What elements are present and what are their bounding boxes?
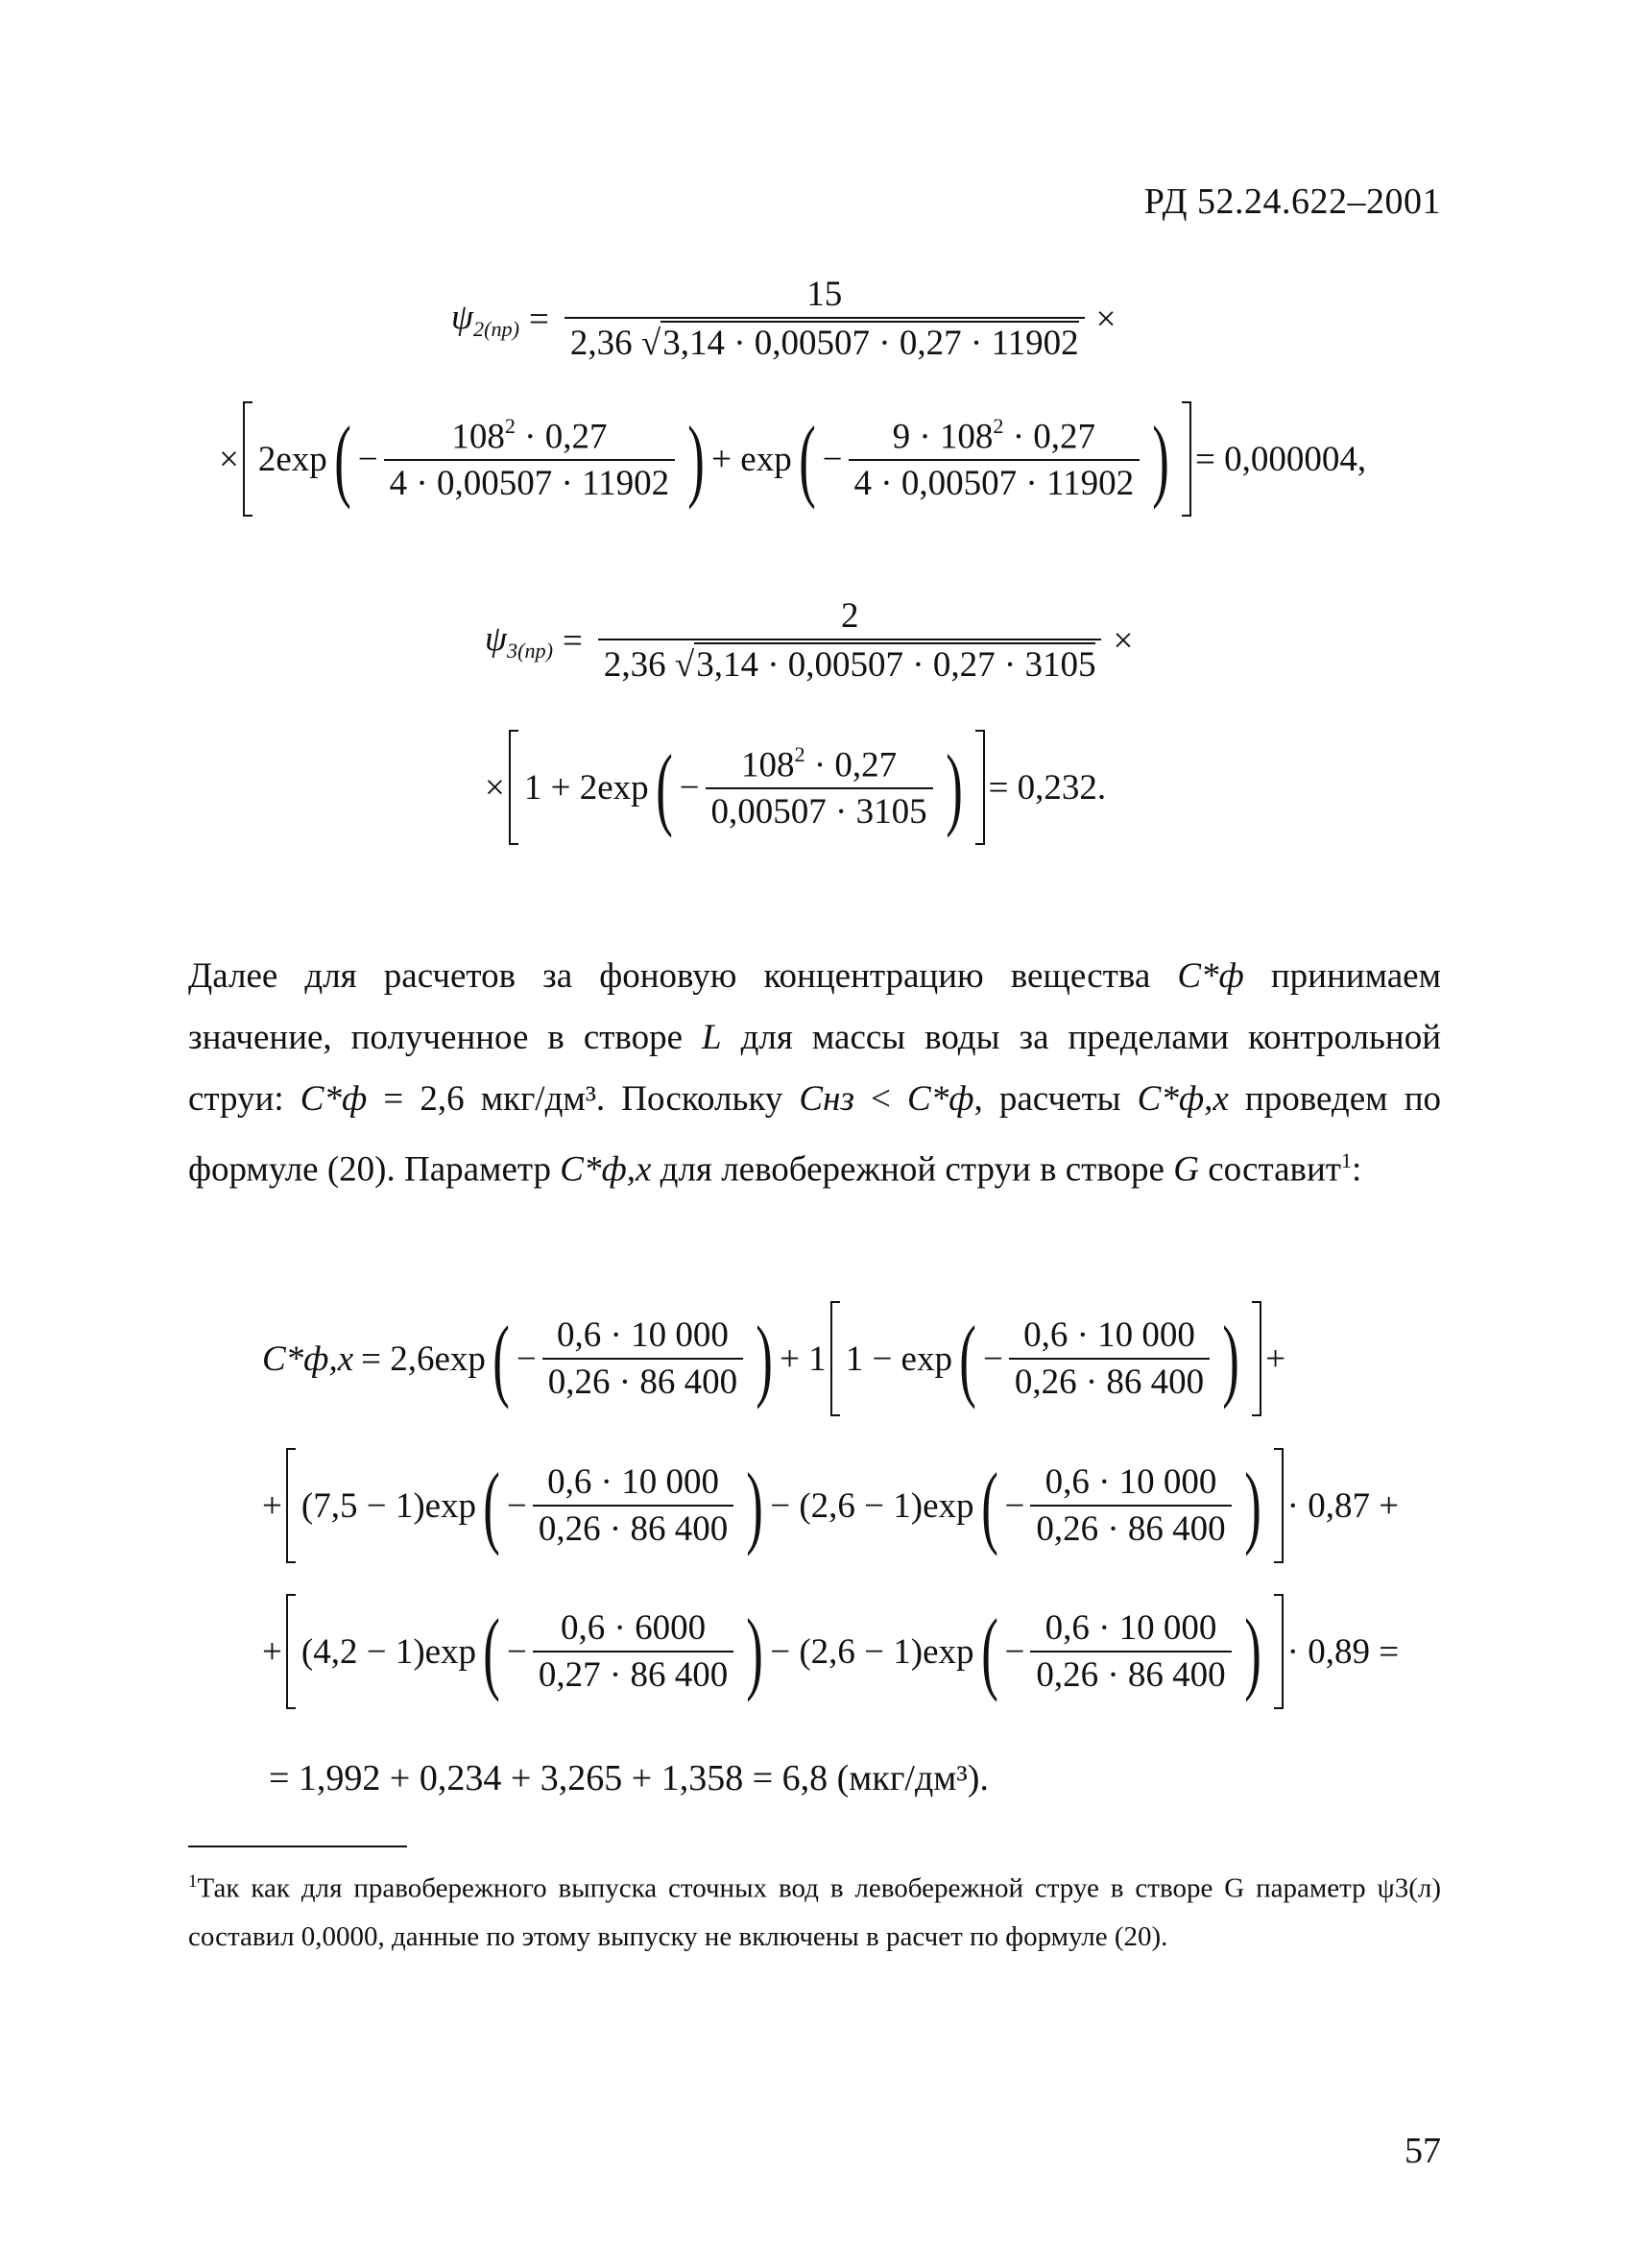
footnote-text: Так как для правобережного выпуска сточных вод в левобережной струе в створе G параметр ψ3(л) составил 0,0000, данные по этому выпуску не включены в расчет по формуле (20). [188,1872,1441,1952]
formula-psi3-line1: $\psi_{3(пр)}$ = $\frac{2}{2,36 √3,14 \cdot 0,00507 \cdot 0,27 \cdot 3105}$ × [485,596,1134,685]
formula-cfx-row1: C*ф,x = 2,6exp ( − $\frac{0,6 \cdot 10 000}{0,26 \cdot 86 400}$ ) + 1 1 − exp ( − $\frac{0,6 \cdot 10 000}{0,26 \cdot 86 400}$ ) + [0,1301,1633,1416]
psi2-exp1-fraction: $\frac{108^2 \cdot 0,27}{4 \cdot 0,00507 \cdot 11902}$ [384,414,676,505]
formula-cfx-row4: = 1,992 + 0,234 + 3,265 + 1,358 = 6,8 (мкг/дм³). [269,1758,989,1798]
psi3-exp-fraction: $\frac{108^2 \cdot 0,27}{0,00507 \cdot 3105}$ [706,742,933,833]
body-paragraph: Далее для расчетов за фоновую концентрацию вещества C*ф принимаем значение, полученное в створе L для массы воды за пределами контрольной струи: C*ф = 2,6 мкг/дм³. Поскольку Cнз < C*ф, расчеты C*ф,x проведем по формуле (20). Параметр C*ф,x для левобережной струи в створе G составит$^1$: [188,956,1442,1190]
footnote-ref: 1 [1340,1148,1352,1172]
psi3-main-fraction: $\frac{2}{2,36 √3,14 \cdot 0,00507 \cdot 0,27 \cdot 3105}$ [598,595,1102,686]
formula-cfx-row2: + (7,5 − 1)exp ( − $\frac{0,6 \cdot 10 000}{0,26 \cdot 86 400}$ ) − (2,6 − 1)exp ( − $\frac{0,6 \cdot 10 000}{0,26 \cdot 86 400}$ ) · 0,87 + [0,1448,1633,1563]
formula-psi2-line1: $\psi_{2(пр)}$ = $\frac{15}{2,36 √3,14 \cdot 0,00507 \cdot 0,27 \cdot 11902}$ × [451,275,1117,363]
footnote-mark: 1 [188,1871,198,1892]
symbol-c-star-f: C*ф [1177,956,1244,996]
symbol-c-nz: Cнз [799,1079,854,1119]
footnote [188,1858,1441,1961]
document-code: РД 52.24.622–2001 [1143,181,1441,222]
psi3-symbol: $\psi_{3(пр)}$ [485,618,554,663]
formula-psi3-line2: × 1 + 2exp ( − $\frac{108^2 \cdot 0,27}{0,00507 \cdot 3105}$ ) = 0,232. [0,730,1633,845]
psi2-main-fraction: $\frac{15}{2,36 √3,14 \cdot 0,00507 \cdot 0,27 \cdot 11902}$ [564,274,1085,364]
formula-psi2-line2: × 2exp ( − $\frac{108^2 \cdot 0,27}{4 \cdot 0,00507 \cdot 11902}$ ) + exp ( − $\frac{9 \cdot 108^2 \cdot 0,27}{4 \cdot 0,00507 \cdot 11902}$ ) = 0,000004, [0,401,1633,517]
cfx-lhs: C*ф,x [262,1339,354,1379]
psi2-symbol: $\psi_{2(пр)}$ [451,297,520,341]
formula-cfx-row3: + (4,2 − 1)exp ( − $\frac{0,6 \cdot 6000}{0,27 \cdot 86 400}$ ) − (2,6 − 1)exp ( − $\frac{0,6 \cdot 10 000}{0,26 \cdot 86 400}$ ) · 0,89 = [0,1594,1633,1709]
symbol-c-star-fx: C*ф,x [1137,1079,1229,1119]
footnote-divider [188,1846,407,1847]
page-number: 57 [1405,2131,1441,2171]
psi2-exp2-fraction: $\frac{9 \cdot 108^2 \cdot 0,27}{4 \cdot 0,00507 \cdot 11902}$ [849,414,1141,505]
